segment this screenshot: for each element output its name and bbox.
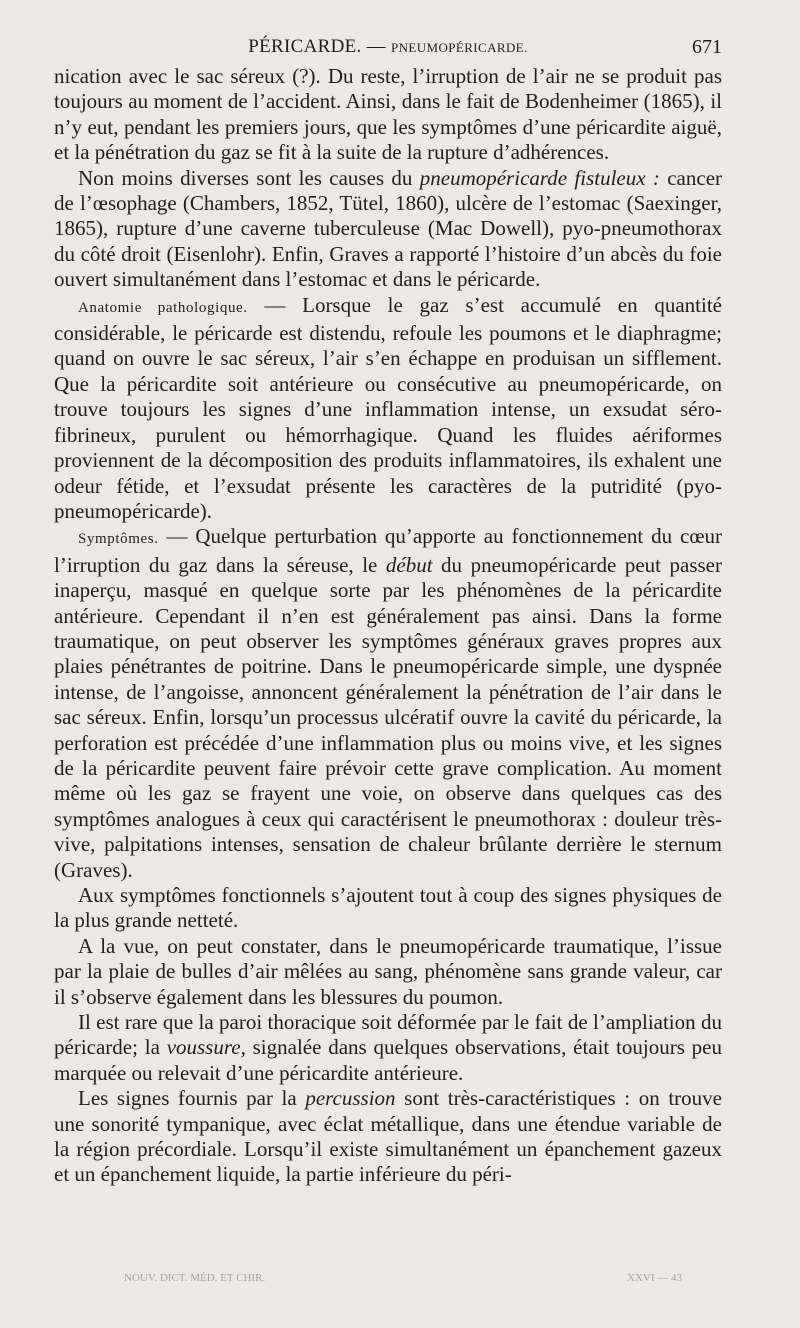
paragraph-1: nication avec le sac séreux (?). Du reste, l’irruption de l’air ne se produit pas toujours au moment de l’accident. Ainsi, dans le fait de Bodenheimer (1865), il n’y eut, pendant les premiers jours, que les symptômes d’une péricardite aiguë, et la pénétration du gaz se fit à la suite de la rupture d’adhérences.: [54, 64, 722, 165]
paragraph-6: A la vue, on peut constater, dans le pneumopéricarde traumatique, l’issue par la plaie de bulles d’air mêlées au sang, phénomène sans grande valeur, car il s’observe également dans les blessures du poumon.: [54, 933, 722, 1009]
paragraph-2: Non moins diverses sont les causes du pneumopéricarde fistuleux : cancer de l’œsophage (Chambers, 1852, Tütel, 1860), ulcère de l’estomac (Saexinger, 1865), rupture d’une caverne tuberculeuse (Mac Dowell), pyo-pneumothorax du côté droit (Eisenlohr). Enfin, Graves a rapporté l’histoire d’un abcès du foie ouvert simultanément dans l’estomac et dans le péricarde.: [54, 165, 723, 292]
section-heading: Anatomie pathologique.: [78, 299, 248, 316]
paragraph-4: Symptômes. — Quelque perturbation qu’apporte au fonctionnement du cœur l’irruption du gaz dans la séreuse, le début du pneumopéricarde peut passer inaperçu, masqué en quelque sorte par les phénomènes de la péricardite antérieure. Cependant il n’en est généralement pas ainsi. Dans la forme traumatique, on peut observer les symptômes généraux graves propres aux plaies pénétrantes de poitrine. Dans le pneumopéricarde simple, une dyspnée intense, de l’angoisse, annoncent généralement la pénétration de l’air dans le sac séreux. Enfin, lorsqu’un processus ulcératif ouvre la cavité du péricarde, la perforation est précédée d’une inflammation plus ou moins vive, et les signes de la péricardite peuvent faire prévoir cette grave complication. Au moment même où les gaz se frayent une voie, on observe dans quelques cas des symptômes analogues à ceux qui caractérisent le pneumothorax : douleur très-vive, palpitations intenses, sensation de chaleur brûlante derrière le sternum (Graves).: [54, 524, 722, 882]
paragraph-7: Il est rare que la paroi thoracique soit déformée par le fait de l’ampliation du péricarde; la voussure, signalée dans quelques observations, était toujours peu marquée ou relevait d’une péricardite antérieure.: [54, 1010, 723, 1085]
footer-right: XXVI — 43: [627, 1272, 682, 1284]
emphasis: voussure,: [166, 1035, 246, 1060]
emphasis: percussion: [305, 1086, 396, 1111]
section-heading: Symptômes.: [78, 531, 159, 548]
signature-footer: [54, 1272, 722, 1290]
paragraph-8: Les signes fournis par la percussion sont très-caractéristiques : on trouve une sonorité tympanique, avec éclat métallique, dans une étendue variable de la région précordiale. Lorsqu’il existe simultanément un épanchement gazeux et un épanchement liquide, la partie inférieure du péri-: [54, 1086, 722, 1187]
emphasis: pneumopéricarde fistuleux :: [419, 165, 660, 190]
paragraph-3: Anatomie pathologique. — Lorsque le gaz s’est accumulé en quantité considérable, le péricarde est distendu, refoule les poumons et le diaphragme; quand on ouvre le sac séreux, l’air s’en échappe en produisan un sifflement. Que la péricardite soit antérieure ou consécutive au pneumopéricarde, on trouve toujours les signes d’une inflammation intense, un exsudat séro-fibrineux, purulent ou hémorrhagique. Quand les fluides aériformes proviennent de la décomposition des produits inflammatoires, ils exhalent une odeur fétide, et l’exsudat présente les caractères de la putridité (pyo-pneumopéricarde).: [54, 292, 722, 523]
footer-left: NOUV. DICT. MÉD. ET CHIR.: [124, 1272, 266, 1284]
body-text: [54, 64, 722, 1188]
page-number: 671: [692, 36, 722, 58]
running-subtitle: PNEUMOPÉRICARDE.: [390, 40, 528, 55]
running-title: PÉRICARDE. — PNEUMOPÉRICARDE.: [248, 36, 528, 57]
running-head: [54, 36, 722, 62]
paragraph-5: Aux symptômes fonctionnels s’ajoutent tout à coup des signes physiques de la plus grande netteté.: [54, 883, 722, 933]
emphasis: début: [385, 552, 433, 577]
